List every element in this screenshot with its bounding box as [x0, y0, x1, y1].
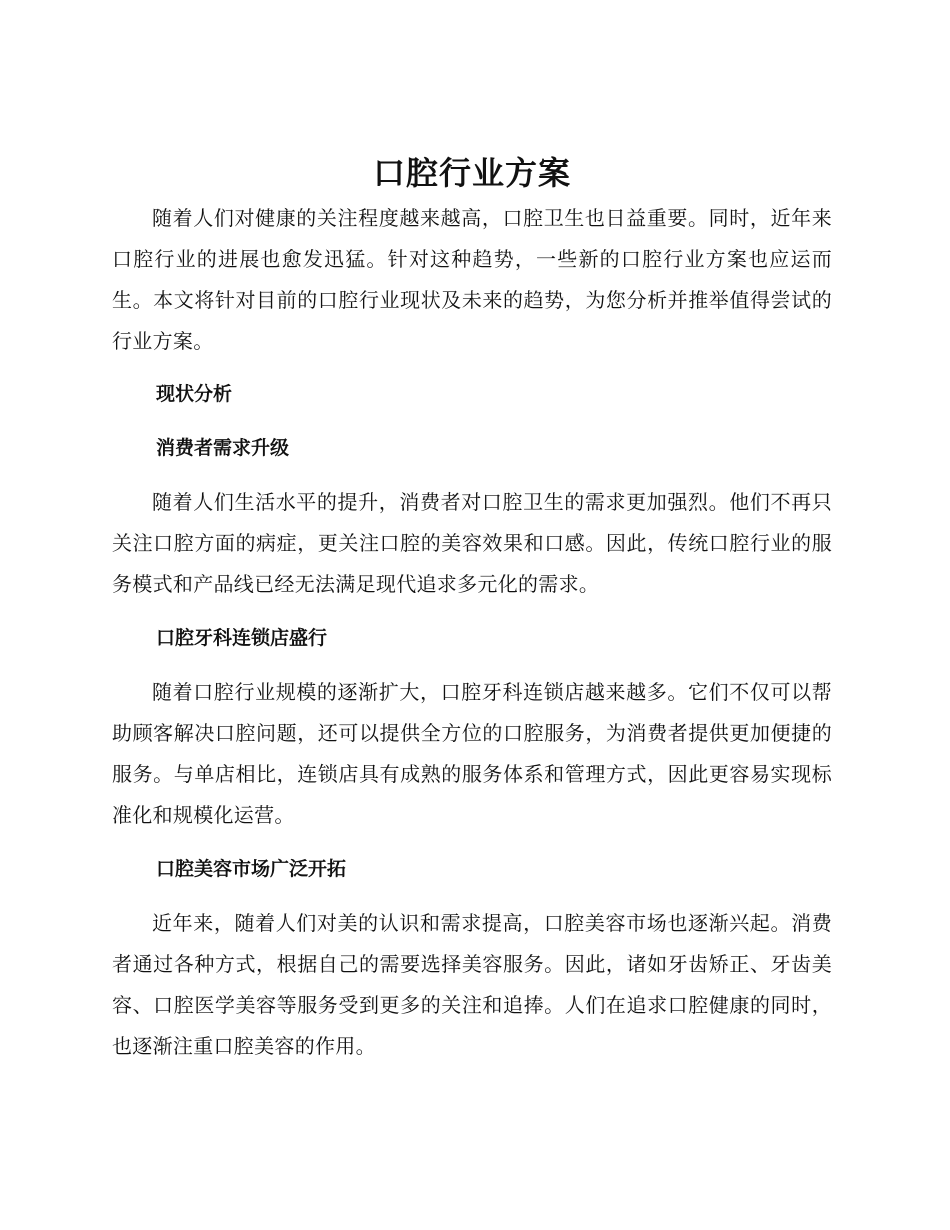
subsection-paragraph-dental-chains: 随着口腔行业规模的逐渐扩大，口腔牙科连锁店越来越多。它们不仅可以帮助顾客解决口腔问题，还可以提供全方位的口腔服务，为消费者提供更加便捷的服务。与单店相比，连锁店具有成熟的服务体系和管理方式，因此更容易实现标准化和规模化运营。	[112, 680, 832, 827]
section-heading-status-analysis: 现状分析	[156, 383, 233, 405]
spacer	[112, 415, 832, 428]
intro-paragraph: 随着人们对健康的关注程度越来越高，口腔卫生也日益重要。同时，近年来口腔行业的进展也愈发迅猛。针对这种趋势，一些新的口腔行业方案也应运而生。本文将针对目前的口腔行业现状及未来的趋势，为您分析并推举值得尝试的行业方案。	[112, 206, 832, 353]
document-title: 口腔行业方案	[372, 154, 571, 192]
document-body	[112, 150, 832, 1067]
subsection-heading-cosmetic-market: 口腔美容市场广泛开拓	[156, 858, 347, 880]
spacer	[112, 605, 832, 618]
subsection-heading-consumer-demand: 消费者需求升级	[156, 437, 290, 459]
spacer	[112, 469, 832, 482]
spacer	[112, 659, 832, 672]
subsection-paragraph-cosmetic-market: 近年来，随着人们对美的认识和需求提高，口腔美容市场也逐渐兴起。消费者通过各种方式，根据自己的需要选择美容服务。因此，诸如牙齿矫正、牙齿美容、口腔医学美容等服务受到更多的关注和追捧。人们在追求口腔健康的同时，也逐渐注重口腔美容的作用。	[112, 911, 832, 1058]
subsection-paragraph-consumer-demand: 随着人们生活水平的提升，消费者对口腔卫生的需求更加强烈。他们不再只关注口腔方面的病症，更关注口腔的美容效果和口感。因此，传统口腔行业的服务模式和产品线已经无法满足现代追求多元化的需求。	[112, 490, 832, 596]
subsection-heading-dental-chains: 口腔牙科连锁店盛行	[156, 627, 328, 649]
spacer	[112, 836, 832, 849]
spacer	[112, 362, 832, 374]
spacer	[112, 890, 832, 903]
